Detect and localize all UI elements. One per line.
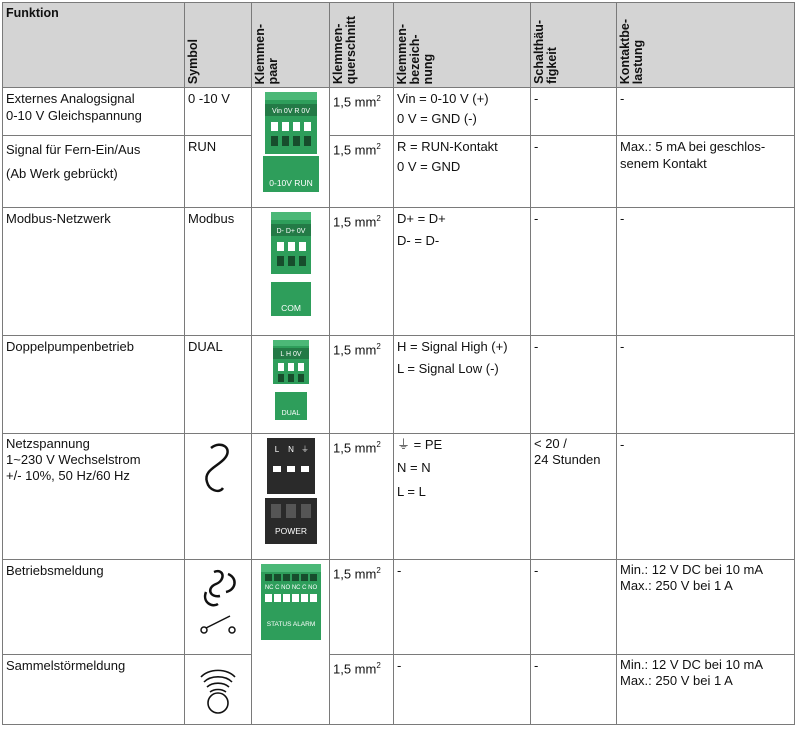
cell-funktion: Externes Analogsignal 0-10 V Gleichspannung [3,88,185,136]
cell-symbol: RUN [185,136,252,208]
cell-funktion: Betriebsmeldung [3,560,185,655]
header-querschnitt: Klemmen- querschnitt [330,3,394,88]
svg-text:L: L [274,445,279,454]
cell-funktion: Netzspannung 1~230 V Wechselstrom +/- 10%, 50 Hz/60 Hz [3,434,185,560]
cell-bezeichnung: - [394,655,531,725]
cell-klemmenpaar-relay [252,560,330,725]
cell-funktion: Sammelstörmeldung [3,655,185,725]
svg-text:Vin 0V R 0V: Vin 0V R 0V [271,108,310,115]
cell-querschnitt: 1,5 $mm^2$ [330,560,394,655]
cell-querschnitt: 1,5 $mm^2$ [330,336,394,434]
com-connector-icon [266,210,316,318]
header-symbol: Symbol [185,3,252,88]
header-bezeichnung: Klemmen- bezeich- nung [394,3,531,88]
analog-run-connector-icon [261,90,321,194]
cell-funktion: Doppelpumpenbetrieb [3,336,185,434]
svg-text:⏚: ⏚ [300,445,309,454]
table-row [3,336,795,434]
header-schalthaeufigkeit: Schalthäu- figkeit [531,3,617,88]
header-funktion: Funktion [3,3,185,88]
cell-bezeichnung: ⏚ = PE N = N L = L [394,434,531,560]
cell-symbol: DUAL [185,336,252,434]
svg-text:STATUS ALARM: STATUS ALARM [266,621,315,628]
cell-kontakt: - [617,88,795,136]
cell-querschnitt: 1,5 $mm^2$ [330,208,394,336]
cell-querschnitt: 1,5 $mm^2$ [330,434,394,560]
cell-bezeichnung: H = Signal High (+) L = Signal Low (-) [394,336,531,434]
table-row [3,88,795,136]
cell-kontakt: - [617,208,795,336]
table-row [3,136,795,208]
cell-symbol: Modbus [185,208,252,336]
cell-schalt: - [531,560,617,655]
svg-text:L H 0V: L H 0V [279,351,302,358]
svg-text:NC C NO NC C NO: NC C NO NC C NO [264,585,317,591]
svg-text:POWER: POWER [274,526,307,536]
cell-schalt: - [531,88,617,136]
cell-kontakt: - [617,434,795,560]
power-symbol-icon [193,440,243,500]
cell-bezeichnung: D+ = D+ D- = D- [394,208,531,336]
alarm-signal-icon [193,657,243,717]
svg-text:N: N [287,445,294,454]
cell-bezeichnung: R = RUN-Kontakt 0 V = GND [394,136,531,208]
power-connector-icon [263,436,319,548]
cell-klemmenpaar-com [252,208,330,336]
cell-kontakt: - [617,336,795,434]
cell-klemmenpaar-dual [252,336,330,434]
cell-klemmenpaar-analog [252,88,330,208]
cell-funktion: Modbus-Netzwerk [3,208,185,336]
cell-funktion: Signal für Fern-Ein/Aus (Ab Werk gebrückt) [3,136,185,208]
cell-bezeichnung: Vin = 0-10 V (+) 0 V = GND (-) [394,88,531,136]
cell-bezeichnung: - [394,560,531,655]
svg-text:0-10V RUN: 0-10V RUN [268,178,313,188]
svg-text:COM: COM [280,303,301,313]
header-kontaktbelastung: Kontaktbe- lastung [617,3,795,88]
cell-schalt: - [531,208,617,336]
header-row [3,3,795,88]
relay-connector-icon [258,562,324,644]
cell-querschnitt: 1,5 $mm^2$ [330,136,394,208]
svg-text:D- D+ 0V: D- D+ 0V [276,228,305,235]
cell-schalt: - [531,655,617,725]
cell-schalt: < 20 / 24 Stunden [531,434,617,560]
dual-connector-icon [269,338,313,422]
cell-querschnitt: 1,5 $mm^2$ [330,655,394,725]
cell-kontakt: Min.: 12 V DC bei 10 mA Max.: 250 V bei 1 A [617,560,795,655]
cell-symbol [185,655,252,725]
table-row [3,208,795,336]
cell-symbol [185,434,252,560]
table-row [3,560,795,655]
header-klemmenpaar: Klemmen- paar [252,3,330,88]
cell-symbol [185,560,252,655]
table-row [3,434,795,560]
cell-schalt: - [531,336,617,434]
cell-klemmenpaar-power [252,434,330,560]
svg-text:DUAL: DUAL [281,410,300,417]
table-row [3,655,795,725]
cell-kontakt: Min.: 12 V DC bei 10 mA Max.: 250 V bei 1 A [617,655,795,725]
cell-querschnitt: 1,5 $mm^2$ [330,88,394,136]
operation-status-icon [192,562,244,642]
cell-schalt: - [531,136,617,208]
terminal-table [2,2,795,725]
cell-kontakt: Max.: 5 mA bei geschlos- senem Kontakt [617,136,795,208]
cell-symbol: 0 -10 V [185,88,252,136]
